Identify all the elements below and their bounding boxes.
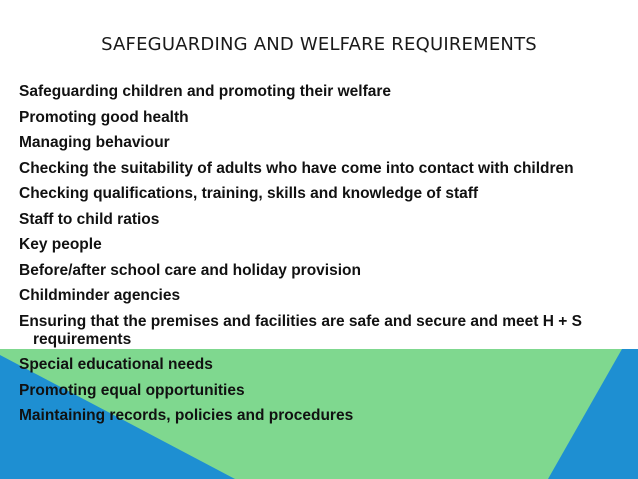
list-item: Promoting good health xyxy=(19,108,189,126)
slide-title: SAFEGUARDING AND WELFARE REQUIREMENTS xyxy=(101,34,537,55)
list-item: Checking the suitability of adults who have come into contact with children xyxy=(19,159,574,177)
list-item: Maintaining records, policies and procedures xyxy=(19,407,354,424)
list-item: Ensuring that the premises and facilities are safe and secure and meet H + S requirements xyxy=(19,312,582,348)
list-item: Childminder agencies xyxy=(19,287,181,304)
list-item: Key people xyxy=(19,236,102,253)
list-item: Promoting equal opportunities xyxy=(19,381,245,399)
list-item: Managing behaviour xyxy=(19,134,170,151)
list-item: Safeguarding children and promoting their welfare xyxy=(19,83,392,100)
list-item: Staff to child ratios xyxy=(19,210,160,228)
requirements-list xyxy=(19,83,629,433)
list-item: Checking qualifications, training, skills and knowledge of staff xyxy=(19,185,479,202)
list-item: Special educational needs xyxy=(19,356,213,373)
list-item: Before/after school care and holiday provision xyxy=(19,261,361,279)
